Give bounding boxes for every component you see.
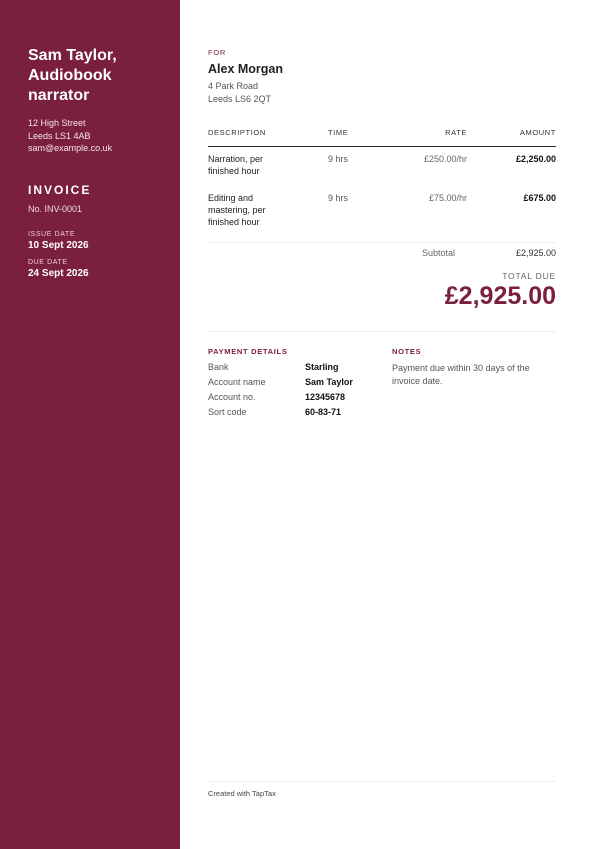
sender-name-line: narrator [28, 87, 90, 104]
row-rate: £250.00/hr [423, 154, 467, 164]
invoice-title: INVOICE [28, 182, 92, 197]
sender-email: sam@example.co.uk [28, 143, 113, 153]
notes-line: invoice date. [392, 376, 443, 386]
client-name: Alex Morgan [208, 62, 284, 76]
table-header [208, 127, 556, 147]
row-time: 9 hrs [328, 154, 349, 164]
due-date: 24 Sept 2026 [28, 267, 89, 279]
notes-line: Payment due within 30 days of the [392, 363, 530, 373]
footer-credit: Created with TapTax [208, 789, 276, 798]
total-due-amount: £2,925.00 [444, 282, 556, 310]
row-amount: £2,250.00 [515, 154, 556, 164]
due-date-label: DUE DATE [28, 258, 68, 266]
payment-value: 60-83-71 [305, 407, 342, 417]
payment-row [208, 407, 378, 422]
row-description-line: mastering, per [208, 205, 266, 215]
notes [392, 347, 556, 388]
footer-divider [208, 781, 556, 782]
subtotal-row [208, 248, 556, 262]
row-description-line: Narration, per [208, 154, 264, 164]
line-items-table [208, 127, 556, 243]
payment-details [208, 347, 378, 422]
row-description-line: finished hour [208, 217, 260, 227]
subtotal-value: £2,925.00 [515, 248, 556, 258]
sender-name-line: Audiobook [28, 67, 112, 84]
row-description [208, 192, 293, 228]
row-rate: £75.00/hr [428, 193, 467, 203]
row-description-line: finished hour [208, 166, 260, 176]
column-header-description: DESCRIPTION [208, 128, 266, 137]
issue-date: 10 Sept 2026 [28, 239, 89, 251]
client-address-line: Leeds LS6 2QT [208, 93, 272, 104]
payment-label: Bank [208, 362, 229, 372]
payment-row [208, 377, 378, 392]
row-description-line: Editing and [208, 193, 254, 203]
column-header-rate: RATE [445, 128, 467, 137]
column-header-amount: AMOUNT [519, 128, 556, 137]
invoice-number: No. INV-0001 [28, 203, 83, 214]
payment-row [208, 362, 378, 377]
payment-value: 12345678 [305, 392, 346, 402]
section-divider [208, 331, 556, 332]
client-address-line: 4 Park Road [208, 81, 259, 91]
for-label: FOR [208, 48, 226, 57]
payment-details-title: PAYMENT DETAILS [208, 347, 288, 356]
table-row [208, 147, 556, 186]
column-header-time: TIME [328, 128, 349, 137]
sender-sidebar [0, 0, 180, 849]
notes-title: NOTES [392, 347, 422, 356]
payment-label: Account name [208, 377, 266, 387]
invoice-body [208, 0, 556, 849]
total-due-label: TOTAL DUE [502, 271, 556, 281]
row-description [208, 153, 293, 177]
payment-value: Starling [305, 362, 339, 372]
row-amount: £675.00 [523, 193, 556, 203]
payment-label: Account no. [208, 392, 256, 402]
payment-value: Sam Taylor [305, 377, 353, 387]
payment-row [208, 392, 378, 407]
sender-address-line: Leeds LS1 4AB [28, 130, 91, 141]
sender-address [28, 117, 162, 155]
row-time: 9 hrs [328, 193, 349, 203]
notes-text [392, 362, 556, 388]
sender-name-line: Sam Taylor, [28, 47, 117, 64]
sender-name [28, 46, 162, 106]
issue-date-label: ISSUE DATE [28, 230, 76, 238]
table-row [208, 186, 556, 243]
payment-label: Sort code [208, 407, 247, 417]
sender-address-line: 12 High Street [28, 118, 86, 128]
client-address [208, 80, 271, 105]
subtotal-label: Subtotal [422, 248, 456, 258]
